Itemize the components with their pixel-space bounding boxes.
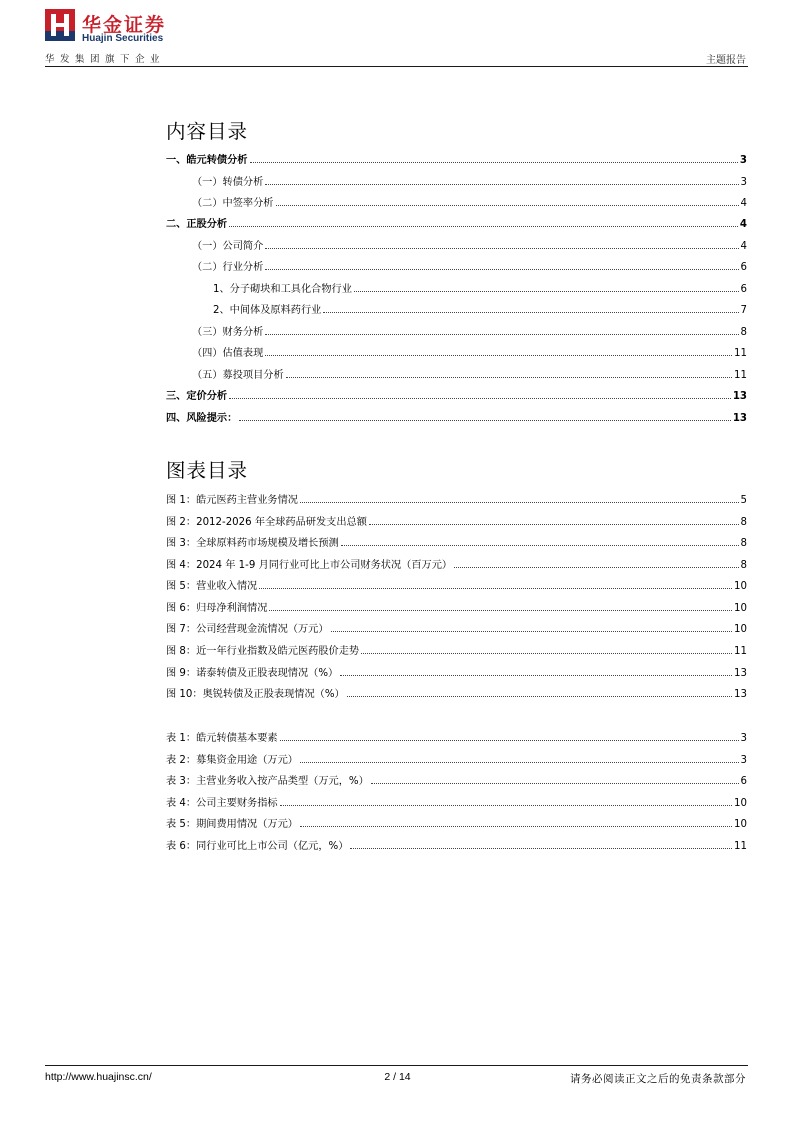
dot-leader [286, 377, 732, 378]
table-entry[interactable] [166, 836, 747, 852]
figure-label: 图 7：公司经营现金流情况（万元） [166, 624, 329, 635]
table-label: 表 5：期间费用情况（万元） [166, 819, 298, 830]
figure-page: 5 [740, 495, 747, 506]
dot-leader [239, 420, 731, 421]
dot-leader [454, 567, 738, 568]
table-entry[interactable] [166, 793, 747, 809]
figure-entry[interactable] [166, 663, 747, 679]
figure-entry[interactable] [166, 641, 747, 657]
disclaimer-note: 请务必阅读正文之后的免责条款部分 [570, 1073, 746, 1085]
figure-entry[interactable] [166, 619, 747, 635]
toc-label: （二）中签率分析 [192, 198, 274, 209]
figure-page: 10 [734, 581, 747, 592]
figure-page: 8 [740, 560, 747, 571]
figures-title: 图表目录 [166, 459, 249, 482]
table-page: 3 [740, 755, 747, 766]
dot-leader [300, 826, 732, 827]
toc-entry[interactable] [166, 300, 747, 316]
toc-label: 一、皓元转债分析 [166, 155, 248, 166]
toc-page: 13 [732, 413, 747, 424]
dot-leader [250, 162, 738, 163]
figure-label: 图 6：归母净利润情况 [166, 603, 268, 614]
company-logo [45, 9, 185, 49]
toc-label: 2、中间体及原料药行业 [213, 305, 322, 316]
toc-entry[interactable] [166, 408, 747, 424]
figure-label: 图 1：皓元医药主营业务情况 [166, 495, 298, 506]
dot-leader [300, 502, 739, 503]
figure-label: 图 5：营业收入情况 [166, 581, 258, 592]
figure-entry[interactable] [166, 684, 747, 700]
table-entry[interactable] [166, 750, 747, 766]
huajin-logo-icon [45, 9, 75, 41]
table-page: 11 [734, 841, 747, 852]
dot-leader [354, 291, 739, 292]
toc-label: （一）转债分析 [192, 177, 264, 188]
footer-divider [45, 1065, 748, 1066]
figure-entry[interactable] [166, 555, 747, 571]
toc-page: 8 [740, 327, 747, 338]
dot-leader [340, 675, 732, 676]
table-entry[interactable] [166, 771, 747, 787]
footer-url-link[interactable]: http://www.huajinsc.cn/ [45, 1071, 152, 1083]
toc-entry[interactable] [166, 322, 747, 338]
toc-page: 3 [739, 155, 747, 166]
toc-label: （四）估值表现 [192, 348, 264, 359]
toc-entry[interactable] [166, 343, 747, 359]
figure-label: 图 2：2012-2026 年全球药品研发支出总额 [166, 517, 367, 528]
header-divider [45, 66, 748, 67]
dot-leader [350, 848, 732, 849]
figure-entry[interactable] [166, 576, 747, 592]
toc-page: 13 [732, 391, 747, 402]
figure-page: 11 [734, 646, 747, 657]
dot-leader [331, 631, 733, 632]
figure-entry[interactable] [166, 533, 747, 549]
figure-page: 8 [740, 538, 747, 549]
figure-label: 图 10：奥锐转债及正股表现情况（%） [166, 689, 345, 700]
toc-page: 4 [740, 198, 747, 209]
toc-label: 1、分子砌块和工具化合物行业 [213, 284, 352, 295]
toc-entry[interactable] [166, 172, 747, 188]
group-affiliation: 华发集团旗下企业 [45, 54, 166, 65]
dot-leader [229, 226, 738, 227]
table-entry[interactable] [166, 814, 747, 830]
table-label: 表 6：同行业可比上市公司（亿元，%） [166, 841, 349, 852]
dot-leader [259, 588, 732, 589]
toc-page: 6 [740, 284, 747, 295]
table-page: 10 [734, 819, 747, 830]
dot-leader [276, 205, 739, 206]
figure-entry[interactable] [166, 598, 747, 614]
table-page: 10 [734, 798, 747, 809]
dot-leader [265, 334, 738, 335]
figure-entry[interactable] [166, 512, 747, 528]
dot-leader [300, 762, 739, 763]
table-label: 表 1：皓元转债基本要素 [166, 733, 278, 744]
toc-label: 四、风险提示： [166, 413, 238, 424]
figure-entry[interactable] [166, 490, 747, 506]
figure-page: 10 [734, 603, 747, 614]
document-type: 主题报告 [706, 55, 746, 66]
figure-label: 图 3：全球原料药市场规模及增长预测 [166, 538, 339, 549]
dot-leader [265, 269, 738, 270]
table-entry[interactable] [166, 728, 747, 744]
dot-leader [347, 696, 732, 697]
dot-leader [265, 248, 738, 249]
figure-page: 10 [734, 624, 747, 635]
toc-entry[interactable] [166, 386, 747, 402]
page-number: 2 / 14 [384, 1071, 411, 1083]
dot-leader [265, 184, 738, 185]
toc-label: （三）财务分析 [192, 327, 264, 338]
contents-title: 内容目录 [166, 120, 249, 143]
figure-label: 图 4：2024 年 1-9 月同行业可比上市公司财务状况（百万元） [166, 560, 453, 571]
toc-page: 4 [739, 219, 747, 230]
toc-page: 7 [740, 305, 747, 316]
figure-page: 8 [740, 517, 747, 528]
dot-leader [371, 783, 739, 784]
dot-leader [269, 610, 732, 611]
toc-entry[interactable] [166, 279, 747, 295]
dot-leader [280, 740, 739, 741]
table-page: 6 [740, 776, 747, 787]
toc-page: 4 [740, 241, 747, 252]
logo-text-en: Huajin Securities [82, 33, 164, 44]
page-header [0, 0, 793, 70]
toc-entry[interactable] [166, 193, 747, 209]
toc-entry[interactable] [166, 236, 747, 252]
toc-label: （二）行业分析 [192, 262, 264, 273]
figure-page: 13 [734, 689, 747, 700]
toc-label: 二、正股分析 [166, 219, 228, 230]
figure-label: 图 9：诺泰转债及正股表现情况（%） [166, 668, 339, 679]
toc-page: 11 [734, 370, 747, 381]
dot-leader [361, 653, 732, 654]
toc-label: （一）公司简介 [192, 241, 264, 252]
toc-label: 三、定价分析 [166, 391, 228, 402]
toc-label: （五）募投项目分析 [192, 370, 284, 381]
toc-page: 11 [734, 348, 747, 359]
toc-page: 6 [740, 262, 747, 273]
toc-page: 3 [740, 177, 747, 188]
dot-leader [265, 355, 732, 356]
table-label: 表 2：募集资金用途（万元） [166, 755, 298, 766]
toc-entry[interactable] [166, 150, 747, 166]
dot-leader [341, 545, 739, 546]
dot-leader [369, 524, 739, 525]
table-label: 表 3：主营业务收入按产品类型（万元，%） [166, 776, 369, 787]
dot-leader [280, 805, 732, 806]
table-page: 3 [740, 733, 747, 744]
toc-entry[interactable] [166, 365, 747, 381]
toc-entry[interactable] [166, 257, 747, 273]
toc-entry[interactable] [166, 214, 747, 230]
dot-leader [323, 312, 738, 313]
logo-text-cn: 华金证券 [82, 14, 167, 36]
dot-leader [229, 398, 731, 399]
table-label: 表 4：公司主要财务指标 [166, 798, 278, 809]
figure-page: 13 [734, 668, 747, 679]
figure-label: 图 8：近一年行业指数及皓元医药股价走势 [166, 646, 360, 657]
